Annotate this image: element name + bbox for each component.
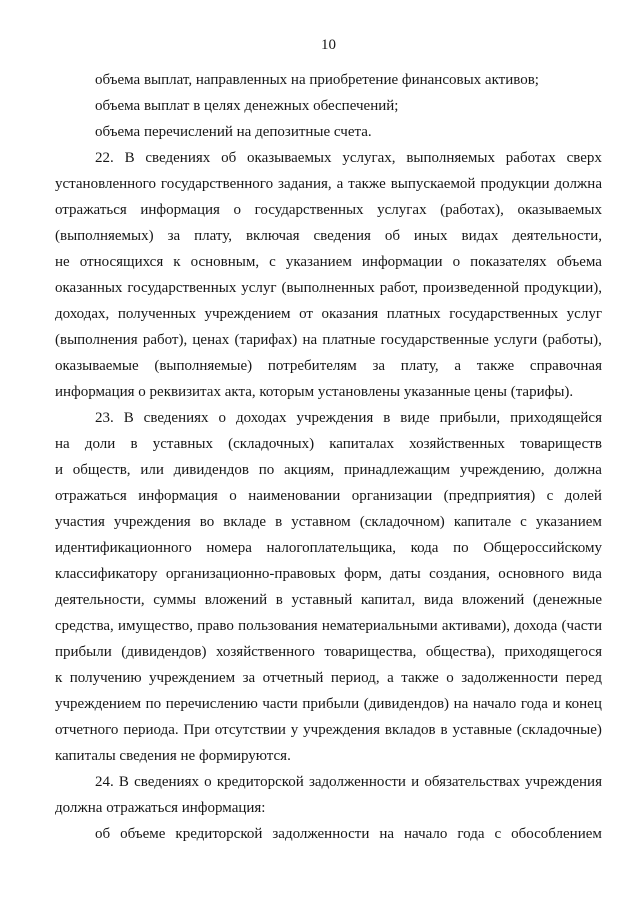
text-line: должна отражаться информация: <box>55 800 266 816</box>
text-line: и обществ, или дивидендов по акциям, принадлежащим учреждению, должна <box>55 462 602 478</box>
paragraph-item-22 <box>55 145 602 405</box>
text-line: (выполнения работ), ценах (тарифах) на платные государственные услуги (работы), <box>55 332 602 348</box>
text-line: отражаться информация о государственных услугах (работах), оказываемых <box>55 202 602 218</box>
document-body <box>55 67 602 847</box>
text-line: прибыли (дивидендов) хозяйственного товарищества, общества), приходящегося <box>55 644 602 660</box>
text-line: на доли в уставных (складочных) капиталах хозяйственных товариществ <box>55 436 602 452</box>
text-line: не относящихся к основным, с указанием информации о показателях объема <box>55 254 602 270</box>
text-line: объема выплат в целях денежных обеспечений; <box>95 98 399 114</box>
text-line: учреждением по перечислению части прибыли (дивидендов) на начало года и конец <box>55 696 602 712</box>
text-line: деятельности, суммы вложений в уставный капитал, вида вложений (денежные <box>55 592 602 608</box>
text-line: идентификационного номера налогоплательщика, кода по Общероссийскому <box>55 540 602 556</box>
text-line: оказанных государственных услуг (выполненных работ, произведенной продукции), <box>55 280 602 296</box>
text-line: классификатору организационно-правовых форм, даты создания, основного вида <box>55 566 602 582</box>
text-line: объема перечислений на депозитные счета. <box>95 124 372 140</box>
text-line: информация о реквизитах акта, которым установлены указанные цены (тарифы). <box>55 384 574 400</box>
text-line: 23. В сведениях о доходах учреждения в виде прибыли, приходящейся <box>95 410 602 426</box>
text-line: объема выплат, направленных на приобретение финансовых активов; <box>95 72 539 88</box>
text-line: капиталы сведения не формируются. <box>55 748 291 764</box>
paragraph-item-23 <box>55 405 602 769</box>
text-line: отчетного периода. При отсутствии у учреждения вкладов в уставные (складочные) <box>55 722 602 738</box>
text-line: оказываемые (выполняемые) потребителям за плату, а также справочная <box>55 358 602 374</box>
list-item-deposit-transfers <box>55 119 602 145</box>
text-line: об объеме кредиторской задолженности на начало года с обособлением <box>95 826 602 842</box>
list-item-creditor-debt <box>55 821 602 847</box>
text-line: установленного государственного задания, а также выпускаемой продукции должна <box>55 176 602 192</box>
page-number: 10 <box>321 37 336 53</box>
text-line: отражаться информация о наименовании организации (предприятия) с долей <box>55 488 602 504</box>
text-line: участия учреждения во вкладе в уставном (складочном) капитале с указанием <box>55 514 602 530</box>
text-line: 22. В сведениях об оказываемых услугах, выполняемых работах сверх <box>95 150 602 166</box>
text-line: доходах, полученных учреждением от оказания платных государственных услуг <box>55 306 602 322</box>
list-item-financial-assets <box>55 67 602 93</box>
text-line: средства, имущество, право пользования нематериальными активами), дохода (части <box>55 618 602 634</box>
list-item-monetary-allowances <box>55 93 602 119</box>
text-line: 24. В сведениях о кредиторской задолженности и обязательствах учреждения <box>95 774 602 790</box>
text-line: к получению учреждением за отчетный период, а также о задолженности перед <box>55 670 602 686</box>
text-line: (выполняемых) за плату, включая сведения об иных видах деятельности, <box>55 228 602 244</box>
paragraph-item-24 <box>55 769 602 821</box>
